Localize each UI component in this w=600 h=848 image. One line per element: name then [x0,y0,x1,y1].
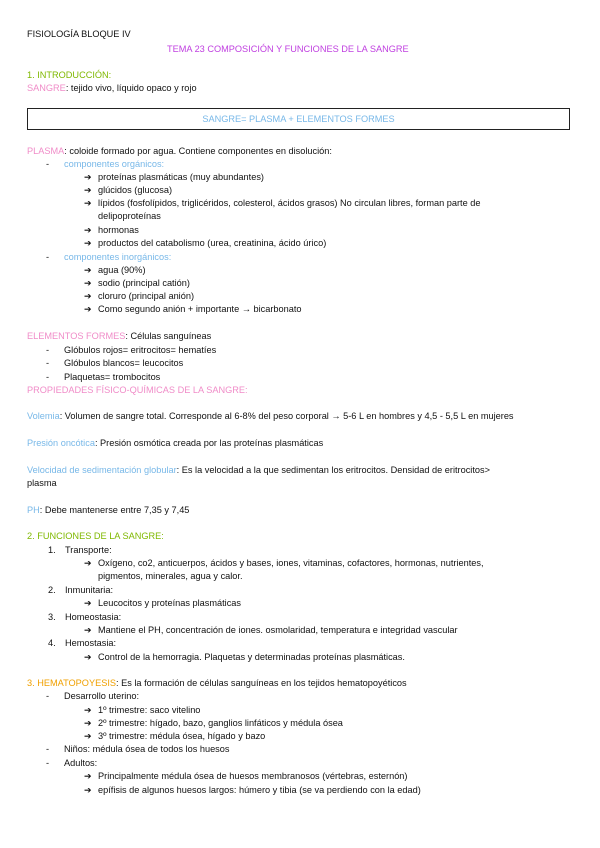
dash-bullet: - [46,744,50,754]
list-item-text: Principalmente médula ósea de huesos membranosos (vértebras, esternón) [98,771,408,781]
function-title: Transporte: [65,545,112,555]
list-item [84,238,326,249]
list-item-continuation: delipoproteínas [98,211,161,221]
list-item [84,291,194,302]
arrow-icon: ➔ [84,705,92,715]
topic-title: TEMA 23 COMPOSICIÓN Y FUNCIONES DE LA SANGRE [167,44,409,54]
arrow-icon: ➔ [84,265,92,275]
list-item-text: Mantiene el PH, concentración de iones. osmolaridad, temperatura e integridad vascular [98,625,458,635]
presion-def-text: : Presión osmótica creada por las proteínas plasmáticas [94,438,324,448]
item-number: 2. [48,585,56,595]
list-item-text: lípidos (fosfolípidos, triglicéridos, colesterol, ácidos grasos) No circulan libres, forman parte de [98,198,481,208]
list-item [84,185,172,196]
dash-bullet: - [46,691,50,701]
ph-definition [27,505,189,516]
term-volemia: Volemia [27,411,60,421]
function-title: Homeostasia: [65,612,122,622]
list-item [84,225,139,236]
term-vsg: Velocidad de sedimentación globular [27,465,177,475]
term-sangre: SANGRE [27,83,66,93]
organic-label [46,159,164,170]
item-number: 4. [48,638,56,648]
list-item-text: Plaquetas= trombocitos [64,372,161,382]
list-item [84,278,190,289]
function-item [48,612,121,623]
list-item [84,304,302,315]
list-item-text: Desarrollo uterino: [64,691,140,701]
vsg-continuation: plasma [27,478,57,488]
item-number: 3. [48,612,56,622]
vsg-definition [27,465,490,476]
arrow-icon: ➔ [84,291,92,301]
formes-def-text: : Células sanguíneas [125,331,212,341]
term-plasma: PLASMA [27,146,65,156]
ph-def-text: : Debe mantenerse entre 7,35 y 7,45 [39,505,190,515]
list-item-text: Leucocitos y proteínas plasmáticas [98,598,241,608]
list-item-text: Control de la hemorragia. Plaquetas y determinadas proteínas plasmáticas. [98,652,405,662]
list-item-text: hormonas [98,225,139,235]
list-item-text: Adultos: [64,758,98,768]
arrow-icon: ➔ [84,238,92,248]
list-item-text: Niños: médula ósea de todos los huesos [64,744,230,754]
hemato-def-text: : Es la formación de células sanguíneas en los tejidos hematopoyéticos [116,678,407,688]
function-item [48,638,116,649]
section-heading-introduccion: 1. INTRODUCCIÓN: [27,70,112,80]
arrow-icon: ➔ [84,718,92,728]
item-number: 1. [48,545,56,555]
term-elementos-formes: ELEMENTOS FORMES [27,331,126,341]
list-item [46,358,183,369]
vsg-def-text: : Es la velocidad a la que sedimentan los eritrocitos. Densidad de eritrocitos> [176,465,490,475]
list-item [84,785,421,796]
arrow-icon: ➔ [84,652,92,662]
list-item [84,198,480,209]
plasma-def-text: : coloide formado por agua. Contiene componentes en disolución: [64,146,332,156]
list-item [46,691,139,702]
list-item-text: glúcidos (glucosa) [98,185,173,195]
list-item-text: proteínas plasmáticas (muy abundantes) [98,172,264,182]
list-item-text: 1º trimestre: saco vitelino [98,705,201,715]
organic-label-text: componentes orgánicos: [64,159,165,169]
inorganic-label [46,252,171,263]
list-item-text: Oxígeno, co2, anticuerpos, ácidos y bases, iones, vitaminas, cofactores, hormonas, nutrientes, [98,558,484,568]
arrow-icon: ➔ [84,198,92,208]
sangre-def-text: : tejido vivo, líquido opaco y rojo [65,83,197,93]
list-item [84,731,265,742]
list-item-text: 2º trimestre: hígado, bazo, ganglios linfáticos y médula ósea [98,718,343,728]
sangre-definition [27,83,197,94]
formula-text: SANGRE= PLASMA + ELEMENTOS FORMES [202,114,395,124]
function-title: Inmunitaria: [65,585,114,595]
dash-bullet: - [46,372,50,382]
arrow-icon: ➔ [84,598,92,608]
dash-bullet: - [46,159,50,169]
list-item-text: productos del catabolismo (urea, creatinina, ácido úrico) [98,238,327,248]
list-item [46,758,97,769]
properties-heading: PROPIEDADES FÍSICO-QUÍMICAS DE LA SANGRE: [27,385,248,395]
list-item [46,372,160,383]
arrow-icon: ➔ [84,172,92,182]
term-presion-oncotica: Presión oncótica [27,438,95,448]
function-title: Hemostasia: [65,638,117,648]
list-item [84,172,264,183]
arrow-icon: ➔ [84,304,92,314]
formula-box [27,108,570,130]
list-item-text: cloruro (principal anión) [98,291,195,301]
function-item [48,545,112,556]
arrow-icon: ➔ [84,185,92,195]
volemia-definition [27,411,514,422]
arrow-icon: ➔ [84,771,92,781]
list-item [84,598,241,609]
dash-bullet: - [46,758,50,768]
list-item [84,625,458,636]
function-item [48,585,113,596]
arrow-icon: ➔ [84,785,92,795]
list-item-text: agua (90%) [98,265,146,275]
list-item [46,744,229,755]
section-heading-funciones: 2. FUNCIONES DE LA SANGRE: [27,531,164,541]
list-item [46,345,216,356]
list-item-text: Glóbulos blancos= leucocitos [64,358,184,368]
term-ph: PH [27,505,40,515]
list-item [84,718,343,729]
formes-definition [27,331,211,342]
hemato-definition [27,678,407,689]
document-title: FISIOLOGÍA BLOQUE IV [27,29,131,39]
dash-bullet: - [46,252,50,262]
list-item [84,265,146,276]
presion-definition [27,438,323,449]
list-item-text: sodio (principal catión) [98,278,190,288]
list-item-continuation: pigmentos, minerales, agua y calor. [98,571,243,581]
list-item [84,771,407,782]
arrow-icon: ➔ [84,558,92,568]
arrow-icon: ➔ [84,731,92,741]
plasma-definition [27,146,332,157]
list-item-text: Como segundo anión + importante → bicarbonato [98,304,302,314]
dash-bullet: - [46,345,50,355]
inorganic-label-text: componentes inorgánicos: [64,252,172,262]
list-item [84,705,200,716]
arrow-icon: ➔ [84,278,92,288]
list-item [84,652,405,663]
arrow-icon: ➔ [84,625,92,635]
list-item-text: Glóbulos rojos= eritrocitos= hematíes [64,345,217,355]
section-heading-hematopoyesis: 3. HEMATOPOYESIS [27,678,117,688]
list-item-text: 3º trimestre: médula ósea, hígado y bazo [98,731,266,741]
list-item [84,558,484,569]
list-item-text: epífisis de algunos huesos largos: húmero y tibia (se va perdiendo con la edad) [98,785,421,795]
arrow-icon: ➔ [84,225,92,235]
volemia-def-text: : Volumen de sangre total. Corresponde al 6-8% del peso corporal → 5-6 L en hombres y 4,5 - 5,5 L en mujeres [59,411,514,421]
dash-bullet: - [46,358,50,368]
